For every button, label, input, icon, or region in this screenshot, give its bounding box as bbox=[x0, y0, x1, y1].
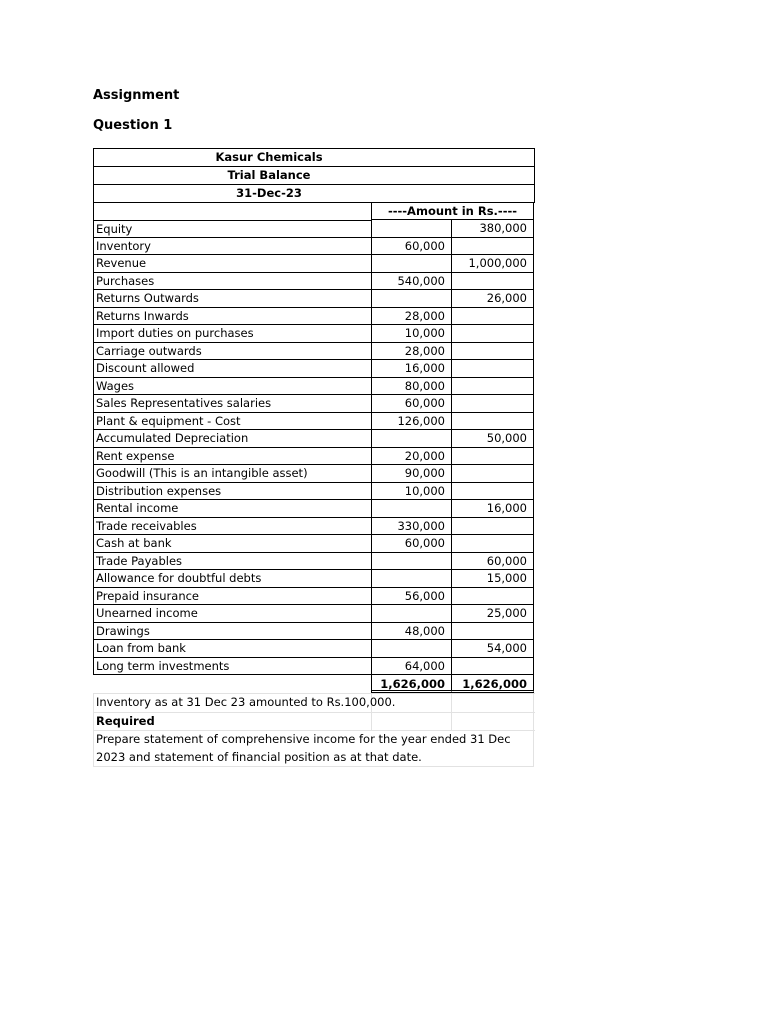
credit-amount: 1,000,000 bbox=[452, 255, 534, 273]
debit-amount bbox=[372, 570, 452, 588]
debit-amount: 60,000 bbox=[372, 535, 452, 553]
amount-header-row bbox=[93, 203, 535, 220]
table-body bbox=[93, 220, 535, 675]
debit-amount: 16,000 bbox=[372, 360, 452, 378]
table-row bbox=[93, 430, 535, 448]
credit-amount: 60,000 bbox=[452, 553, 534, 571]
table-row bbox=[93, 238, 535, 256]
required-label: Required bbox=[93, 713, 372, 731]
inventory-note: Inventory as at 31 Dec 23 amounted to Rs.100,000. bbox=[93, 694, 372, 712]
credit-amount bbox=[452, 308, 534, 326]
account-label: Returns Outwards bbox=[93, 290, 372, 308]
table-row bbox=[93, 535, 535, 553]
debit-amount: 20,000 bbox=[372, 448, 452, 466]
account-label: Distribution expenses bbox=[93, 483, 372, 501]
table-row bbox=[93, 500, 535, 518]
account-label: Plant & equipment - Cost bbox=[93, 413, 372, 431]
credit-amount bbox=[452, 483, 534, 501]
account-label: Inventory bbox=[93, 238, 372, 256]
account-label: Accumulated Depreciation bbox=[93, 430, 372, 448]
table-date: 31-Dec-23 bbox=[236, 186, 302, 200]
credit-amount bbox=[452, 325, 534, 343]
account-label: Discount allowed bbox=[93, 360, 372, 378]
account-label: Trade receivables bbox=[93, 518, 372, 536]
debit-amount bbox=[372, 553, 452, 571]
credit-amount bbox=[452, 465, 534, 483]
credit-amount: 26,000 bbox=[452, 290, 534, 308]
credit-amount: 16,000 bbox=[452, 500, 534, 518]
note-row bbox=[93, 713, 535, 732]
account-label: Unearned income bbox=[93, 605, 372, 623]
table-row bbox=[93, 378, 535, 396]
debit-amount: 60,000 bbox=[372, 395, 452, 413]
credit-amount bbox=[452, 360, 534, 378]
assignment-heading: Assignment bbox=[93, 88, 180, 103]
debit-amount: 126,000 bbox=[372, 413, 452, 431]
account-label: Revenue bbox=[93, 255, 372, 273]
debit-amount: 10,000 bbox=[372, 325, 452, 343]
table-row bbox=[93, 395, 535, 413]
total-credit: 1,626,000 bbox=[452, 675, 534, 693]
debit-amount bbox=[372, 640, 452, 658]
table-row bbox=[93, 518, 535, 536]
table-row bbox=[93, 273, 535, 291]
table-row bbox=[93, 640, 535, 658]
account-label: Purchases bbox=[93, 273, 372, 291]
debit-amount bbox=[372, 290, 452, 308]
debit-amount: 330,000 bbox=[372, 518, 452, 536]
table-title: Trial Balance bbox=[94, 167, 534, 185]
account-label: Trade Payables bbox=[93, 553, 372, 571]
account-label: Cash at bank bbox=[93, 535, 372, 553]
account-label: Returns Inwards bbox=[93, 308, 372, 326]
credit-amount bbox=[452, 343, 534, 361]
table-row bbox=[93, 483, 535, 501]
debit-amount bbox=[372, 430, 452, 448]
credit-amount bbox=[452, 238, 534, 256]
debit-amount: 48,000 bbox=[372, 623, 452, 641]
account-label: Drawings bbox=[93, 623, 372, 641]
amount-header: ----Amount in Rs.---- bbox=[372, 203, 534, 220]
credit-amount bbox=[452, 395, 534, 413]
trial-balance-table bbox=[93, 148, 535, 767]
account-label: Long term investments bbox=[93, 658, 372, 676]
totals-row bbox=[93, 675, 535, 693]
debit-amount: 540,000 bbox=[372, 273, 452, 291]
table-header bbox=[93, 148, 535, 203]
table-row bbox=[93, 220, 535, 238]
table-row bbox=[93, 570, 535, 588]
account-label: Wages bbox=[93, 378, 372, 396]
credit-amount bbox=[452, 518, 534, 536]
credit-amount: 54,000 bbox=[452, 640, 534, 658]
total-debit: 1,626,000 bbox=[372, 675, 452, 693]
debit-amount bbox=[372, 500, 452, 518]
company-name: Kasur Chemicals bbox=[94, 149, 534, 167]
credit-amount bbox=[452, 623, 534, 641]
credit-amount bbox=[452, 413, 534, 431]
debit-amount bbox=[372, 255, 452, 273]
table-row bbox=[93, 413, 535, 431]
account-label: Allowance for doubtful debts bbox=[93, 570, 372, 588]
table-row bbox=[93, 623, 535, 641]
account-label: Rental income bbox=[93, 500, 372, 518]
notes-section bbox=[93, 693, 535, 767]
table-row bbox=[93, 308, 535, 326]
note-row bbox=[93, 693, 535, 713]
table-row bbox=[93, 448, 535, 466]
debit-amount: 28,000 bbox=[372, 308, 452, 326]
debit-amount: 10,000 bbox=[372, 483, 452, 501]
question-heading: Question 1 bbox=[93, 118, 173, 133]
debit-amount: 64,000 bbox=[372, 658, 452, 676]
table-row bbox=[93, 343, 535, 361]
debit-amount bbox=[372, 605, 452, 623]
table-row bbox=[93, 255, 535, 273]
credit-amount: 15,000 bbox=[452, 570, 534, 588]
table-row bbox=[93, 553, 535, 571]
credit-amount: 25,000 bbox=[452, 605, 534, 623]
table-row bbox=[93, 360, 535, 378]
table-row bbox=[93, 465, 535, 483]
credit-amount bbox=[452, 273, 534, 291]
table-row bbox=[93, 588, 535, 606]
credit-amount bbox=[452, 378, 534, 396]
debit-amount: 60,000 bbox=[372, 238, 452, 256]
instruction-text: Prepare statement of comprehensive income for the year ended 31 Dec 2023 and statement of financial position as at that date. bbox=[93, 731, 534, 767]
table-row bbox=[93, 325, 535, 343]
credit-amount bbox=[452, 448, 534, 466]
debit-amount bbox=[372, 220, 452, 238]
credit-amount bbox=[452, 658, 534, 676]
credit-amount: 50,000 bbox=[452, 430, 534, 448]
debit-amount: 90,000 bbox=[372, 465, 452, 483]
account-label: Loan from bank bbox=[93, 640, 372, 658]
table-row bbox=[93, 605, 535, 623]
account-label: Equity bbox=[93, 220, 372, 238]
account-label: Goodwill (This is an intangible asset) bbox=[93, 465, 372, 483]
credit-amount: 380,000 bbox=[452, 220, 534, 238]
table-row bbox=[93, 658, 535, 676]
debit-amount: 28,000 bbox=[372, 343, 452, 361]
credit-amount bbox=[452, 535, 534, 553]
account-label: Rent expense bbox=[93, 448, 372, 466]
account-label: Import duties on purchases bbox=[93, 325, 372, 343]
account-label: Prepaid insurance bbox=[93, 588, 372, 606]
account-label: Carriage outwards bbox=[93, 343, 372, 361]
credit-amount bbox=[452, 588, 534, 606]
debit-amount: 80,000 bbox=[372, 378, 452, 396]
table-row bbox=[93, 290, 535, 308]
debit-amount: 56,000 bbox=[372, 588, 452, 606]
account-label: Sales Representatives salaries bbox=[93, 395, 372, 413]
